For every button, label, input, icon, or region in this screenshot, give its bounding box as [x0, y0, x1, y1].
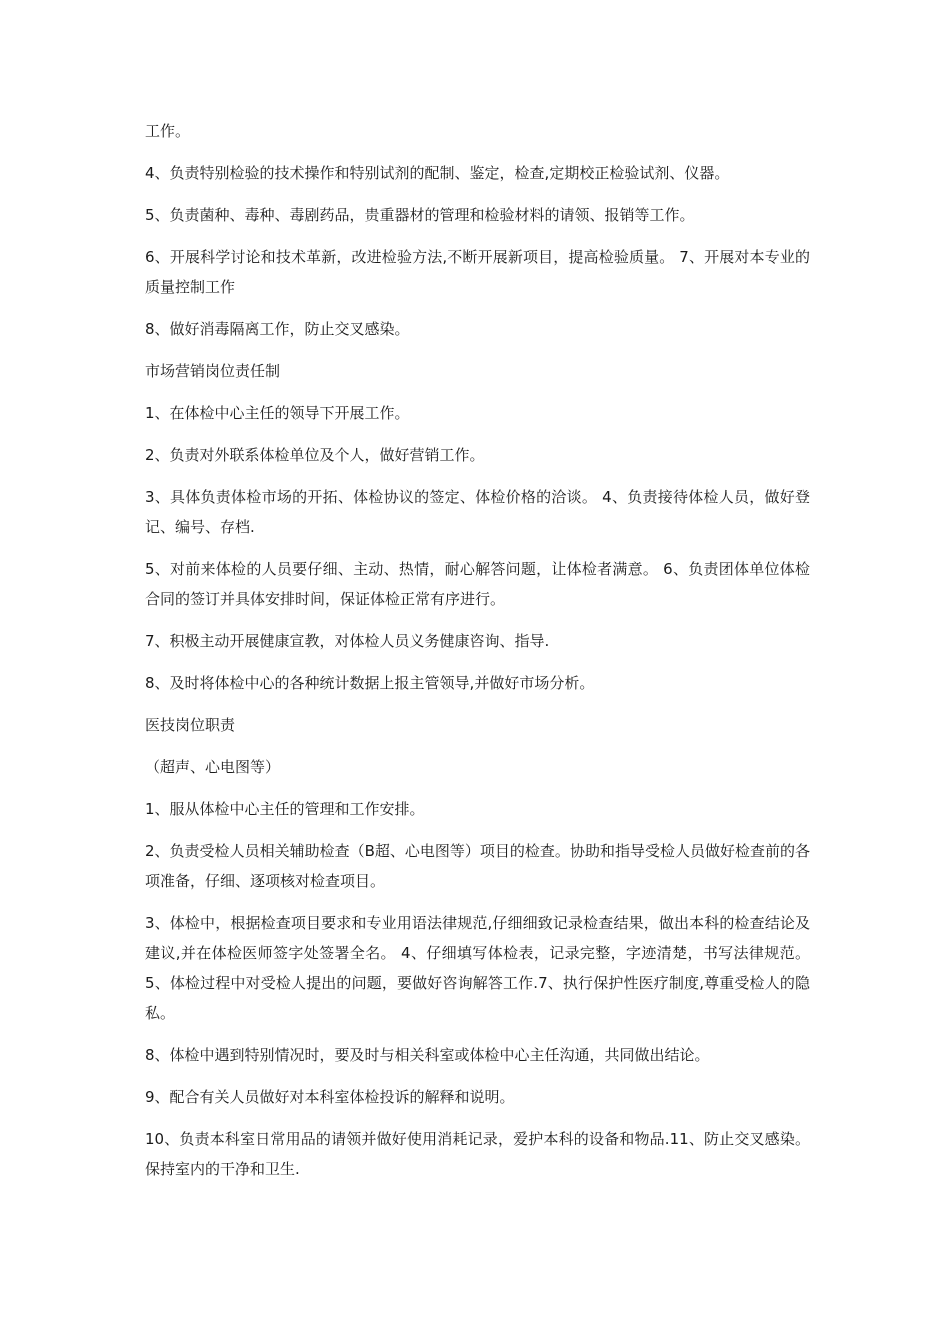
- list-item: 3、具体负责体检市场的开拓、体检协议的签定、体检价格的洽谈。 4、负责接待体检人员，做好登记、编号、存档.: [145, 488, 810, 536]
- paragraph: 工作。: [145, 122, 191, 140]
- list-item: 6、开展科学讨论和技术革新，改进检验方法,不断开展新项目，提高检验质量。 7、开展对本专业的质量控制工作: [145, 248, 810, 296]
- list-item: 5、对前来体检的人员要仔细、主动、热情，耐心解答问题，让体检者满意。 6、负责团体单位体检合同的签订并具体安排时间，保证体检正常有序进行。: [145, 560, 810, 608]
- section-heading-marketing: 市场营销岗位责任制: [145, 362, 281, 380]
- list-item: 4、负责特别检验的技术操作和特别试剂的配制、鉴定，检查,定期校正检验试剂、仪器。: [145, 164, 730, 182]
- list-item: 3、体检中，根据检查项目要求和专业用语法律规范,仔细细致记录检查结果，做出本科的检查结论及建议,并在体检医师签字处签署全名。 4、仔细填写体检表，记录完整，字迹清楚，书写法律规范。 5、体检过程中对受检人提出的问题，要做好咨询解答工作.7、执行保护性医疗制度,尊重受检人的隐私。: [145, 914, 810, 1022]
- list-item: 8、及时将体检中心的各种统计数据上报主管领导,并做好市场分析。: [145, 674, 595, 692]
- document-body: [145, 116, 810, 1196]
- list-item: 2、负责对外联系体检单位及个人，做好营销工作。: [145, 446, 485, 464]
- section-heading-medical-tech: 医技岗位职责: [145, 716, 236, 734]
- list-item: 8、做好消毒隔离工作，防止交叉感染。: [145, 320, 410, 338]
- list-item: 8、体检中遇到特别情况时，要及时与相关科室或体检中心主任沟通，共同做出结论。: [145, 1046, 710, 1064]
- list-item: 1、在体检中心主任的领导下开展工作。: [145, 404, 410, 422]
- section-subheading: （超声、心电图等）: [145, 758, 281, 776]
- list-item: 10、负责本科室日常用品的请领并做好使用消耗记录，爱护本科的设备和物品.11、防止交叉感染。保持室内的干净和卫生.: [145, 1130, 810, 1178]
- list-item: 1、服从体检中心主任的管理和工作安排。: [145, 800, 425, 818]
- list-item: 2、负责受检人员相关辅助检查（B超、心电图等）项目的检查。协助和指导受检人员做好检查前的各项准备，仔细、逐项核对检查项目。: [145, 842, 810, 890]
- list-item: 9、配合有关人员做好对本科室体检投诉的解释和说明。: [145, 1088, 515, 1106]
- list-item: 7、积极主动开展健康宣教，对体检人员义务健康咨询、指导.: [145, 632, 550, 650]
- list-item: 5、负责菌种、毒种、毒剧药品，贵重器材的管理和检验材料的请领、报销等工作。: [145, 206, 695, 224]
